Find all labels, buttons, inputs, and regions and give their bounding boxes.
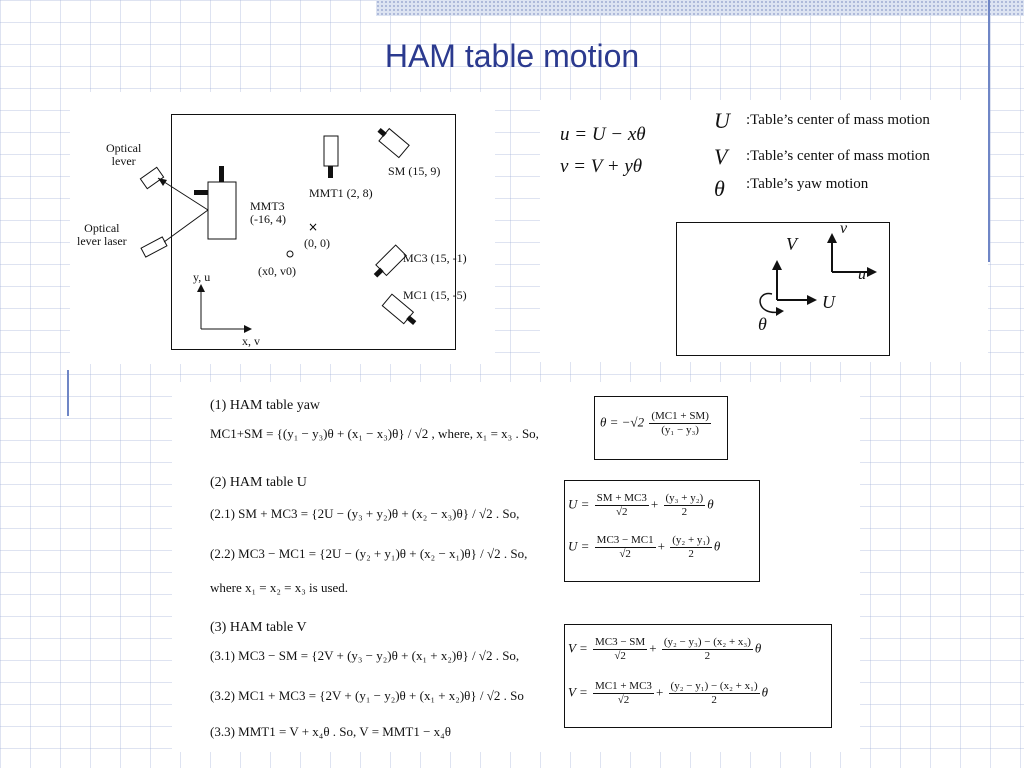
sm-optic — [374, 124, 410, 157]
u-arrow-head — [807, 295, 817, 305]
coord-label-v-small: v — [840, 220, 848, 237]
derivations-panel — [172, 382, 860, 752]
optical-lever-laser-label: Optical lever laser — [77, 221, 127, 249]
section-2-2-den-b: 2 — [688, 548, 694, 561]
section-2-1-fraction-a — [595, 492, 649, 519]
v-arrow-head — [772, 260, 782, 270]
section-1-result-prefix: θ = −√2 — [600, 414, 645, 430]
table-diagram-panel — [70, 92, 495, 364]
mmt1-block — [324, 136, 338, 166]
table-diagram-drawing — [70, 92, 495, 364]
section-2-2-den-a: √2 — [619, 548, 631, 561]
mmt3-label: MMT3 (-16, 4) — [250, 199, 286, 227]
optical-lever-laser-source — [141, 237, 167, 257]
legend-symbol-theta: θ — [714, 176, 725, 201]
laser-beam-out — [164, 210, 208, 242]
section-3-3-equation: (3.3) MMT1 = V + x₄θ . So, V = MMT1 − x₄θ — [210, 724, 451, 739]
section-2-2-equation: (2.2) MC3 − MC1 = {2U − (y₂ + y₁)θ + (x₂ − x₁)θ} / √2 . So, — [210, 546, 528, 561]
origin-label: (0, 0) — [304, 236, 330, 250]
legend-text-theta: :Table’s yaw motion — [746, 176, 869, 192]
coord-label-U: U — [822, 292, 835, 312]
section-2-note: where x₁ = x₂ = x₃ is used. — [210, 580, 349, 595]
section-2-1-equation: (2.1) SM + MC3 = {2U − (y₃ + y₂)θ + (x₂ − x₃)θ} / √2 . So, — [210, 506, 520, 521]
left-accent-line — [67, 370, 69, 416]
mc3-label: MC3 (15, -1) — [403, 251, 467, 265]
section-3-1-tail: θ — [754, 640, 762, 656]
mc3-optic — [370, 245, 406, 281]
x0v0-label: (x0, v0) — [258, 264, 296, 278]
optical-lever-label: Optical lever — [106, 141, 142, 169]
local-u-arrow-head — [867, 267, 877, 277]
section-3-2-fraction-b — [669, 680, 760, 707]
coord-label-u-small: u — [858, 266, 866, 283]
section-2-1-den-b: 2 — [681, 506, 688, 519]
section-1-result — [600, 410, 713, 437]
x-axis-arrow — [244, 325, 252, 333]
mmt3-block — [208, 182, 236, 239]
com-circle-mark — [287, 251, 293, 257]
u-equation: u = U − xθ — [560, 124, 646, 145]
section-3-1-num-b: (y₂ − y₃) − (x₂ + x₃) — [662, 636, 753, 650]
section-3-1-den-b: 2 — [704, 650, 711, 663]
section-3-1-result: V = $\frac{MC3 - SM}{√2}$ + $\frac{\text{(y₂ − y₃) − (x₂ + x₃)}}{2}$ θ — [568, 636, 762, 663]
section-2-2-fraction-a — [595, 534, 656, 561]
section-2-1-tail: θ — [707, 496, 714, 512]
section-1-heading: (1) HAM table yaw — [210, 398, 321, 413]
section-1-denominator: (y₁ − y₃) — [661, 424, 699, 437]
slide-title: HAM table motion — [384, 38, 640, 74]
x-axis-label: x, v — [242, 334, 260, 348]
section-3-2-den-a: √2 — [617, 694, 630, 707]
section-3-1-prefix: V = — [568, 640, 588, 656]
mmt1-label: MMT1 (2, 8) — [309, 186, 373, 200]
legend-symbol-v: V — [714, 144, 728, 169]
section-2-1-num-b: (y₃ + y₂) — [664, 492, 706, 506]
legend-text-u: :Table’s center of mass motion — [746, 112, 930, 128]
y-axis-label: y, u — [193, 270, 211, 284]
section-3-2-fraction-a — [593, 680, 654, 707]
section-2-heading: (2) HAM table U — [210, 475, 307, 490]
section-3-2-num-a: MC1 + MC3 — [593, 680, 654, 694]
section-2-1-fraction-b — [664, 492, 706, 519]
section-3-heading: (3) HAM table V — [210, 620, 307, 635]
section-2-2-prefix: U = — [568, 538, 590, 554]
section-1-equation: MC1+SM = {(y₁ − y₃)θ + (x₁ − x₃)θ} / √2 , where, x₁ = x₃ . So, — [210, 426, 539, 441]
mmt1-actuator — [328, 166, 333, 178]
mmt3-actuator-side — [194, 190, 208, 195]
motion-definitions-panel — [540, 100, 988, 362]
coord-label-theta: θ — [758, 314, 767, 334]
section-2-1-prefix: U = — [568, 496, 590, 512]
sm-label: SM (15, 9) — [388, 164, 441, 178]
section-3-2-num-b: (y₂ − y₁) − (x₂ + x₁) — [669, 680, 760, 694]
v-equation: v = V + yθ — [560, 156, 643, 177]
section-2-2-num-b: (y₂ + y₁) — [670, 534, 712, 548]
section-3-2-prefix: V = — [568, 684, 588, 700]
section-2-2-num-a: MC3 − MC1 — [595, 534, 656, 548]
section-3-1-num-a: MC3 − SM — [593, 636, 647, 650]
section-3-1-equation: (3.1) MC3 − SM = {2V + (y₃ − y₂)θ + (x₁ + x₂)θ} / √2 . So, — [210, 648, 520, 663]
y-axis-arrow — [197, 284, 205, 292]
section-2-1-num-a: SM + MC3 — [595, 492, 649, 506]
section-2-2-result: U = $\frac{MC3 - MC1}{√2}$ + $\frac{\text{(y₂ + y₁)}}{2}$ θ — [568, 534, 721, 561]
mmt3-actuator-top — [219, 166, 224, 182]
section-2-1-result: U = $\frac{SM + MC3}{√2}$ + $\frac{\text{(y₃ + y₂)}}{2}$ θ — [568, 492, 714, 519]
section-2-2-fraction-b — [670, 534, 712, 561]
top-pattern-bar — [376, 0, 1024, 16]
optical-lever-sensor — [140, 167, 163, 188]
section-3-2-den-b: 2 — [711, 694, 717, 707]
section-3-2-equation: (3.2) MC1 + MC3 = {2V + (y₁ − y₂)θ + (x₁ + x₂)θ} / √2 . So — [210, 688, 524, 703]
section-3-2-result: V = $\frac{MC1 + MC3}{√2}$ + $\frac{\text{(y₂ − y₁) − (x₂ + x₁)}}{2}$ θ — [568, 680, 769, 707]
mc1-label: MC1 (15, -5) — [403, 288, 467, 302]
theta-arrow-head — [776, 307, 784, 316]
section-1-result-fraction — [649, 410, 711, 437]
section-3-2-tail: θ — [761, 684, 769, 700]
legend-text-v: :Table’s center of mass motion — [746, 148, 930, 164]
section-2-2-tail: θ — [713, 538, 721, 554]
coord-label-V: V — [786, 234, 797, 254]
legend-symbol-u: U — [714, 108, 730, 133]
section-1-numerator: (MC1 + SM) — [649, 410, 711, 424]
section-3-1-fraction-b — [662, 636, 753, 663]
local-v-arrow-head — [827, 233, 837, 243]
section-3-1-fraction-a — [593, 636, 647, 663]
origin-cross-mark: × — [308, 220, 319, 234]
laser-arrow-head — [158, 178, 167, 186]
section-2-1-den-a: √2 — [616, 506, 628, 519]
section-3-1-den-a: √2 — [614, 650, 626, 663]
